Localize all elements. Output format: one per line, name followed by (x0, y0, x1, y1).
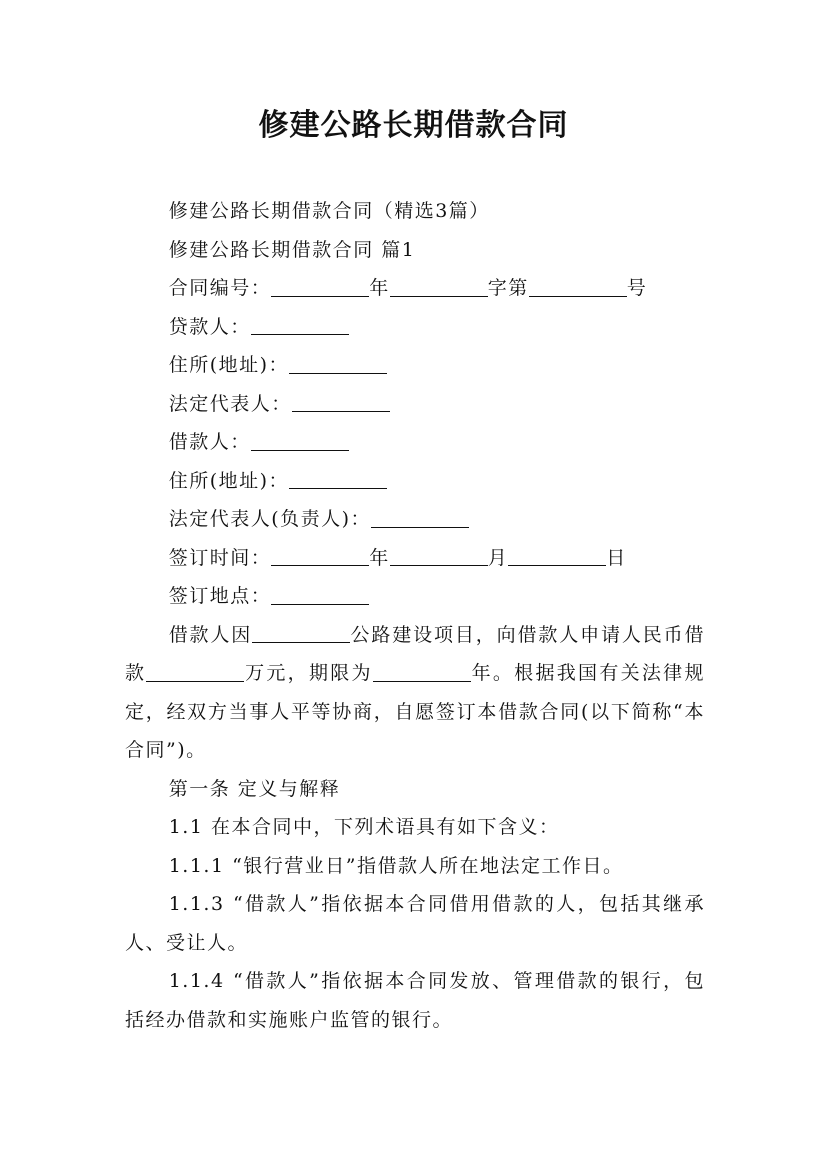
signing-date-line (125, 539, 705, 578)
signing-place-label: 签订地点： (168, 585, 272, 607)
signing-day-blank (508, 546, 606, 566)
document-title: 修建公路长期借款合同 (258, 108, 569, 143)
borrower-legal-rep-label: 法定代表人(负责人)： (168, 508, 372, 530)
lender-label: 贷款人： (168, 315, 251, 338)
lender-address-blank (289, 354, 387, 374)
borrower-label: 借款人： (168, 431, 251, 453)
signing-year-blank (271, 546, 369, 566)
borrower-legal-rep-line (125, 500, 705, 539)
document-body (125, 192, 705, 1039)
amount-blank (146, 662, 244, 682)
borrower-address-label: 住所(地址)： (168, 469, 290, 492)
signing-date-label: 签订时间： (168, 546, 272, 569)
contract-number-blank (529, 277, 627, 297)
signing-place-line (125, 577, 705, 616)
clause-1-1-1: 1.1.1 “银行营业日”指借款人所在地法定工作日。 (168, 854, 624, 877)
term-blank (373, 662, 471, 682)
clause-1-1-4: 1.1.4 “借款人”指依据本合同发放、管理借款的银行，包括经办借款和实施账户监管的银行。 (125, 970, 705, 1031)
contract-zidi-label: 字第 (487, 277, 529, 299)
signing-month-blank (390, 546, 488, 566)
project-blank (252, 623, 350, 643)
lender-legal-rep-line (125, 385, 705, 424)
contract-hao-label: 号 (626, 277, 648, 299)
lender-blank (251, 315, 349, 335)
intro-part-3: 万元，期限为 (244, 662, 373, 684)
contract-number-label: 合同编号： (168, 277, 272, 299)
clause-1-1: 1.1 在本合同中，下列术语具有如下含义： (168, 816, 560, 838)
signing-day-label: 日 (606, 546, 627, 569)
lender-address-line (125, 346, 705, 385)
lender-legal-rep-blank (292, 392, 390, 412)
contract-zi-blank (390, 277, 488, 297)
contract-number-line (125, 269, 705, 308)
contract-year-label: 年 (369, 277, 390, 299)
lender-legal-rep-label: 法定代表人： (168, 392, 292, 415)
signing-month-label: 月 (487, 546, 509, 569)
lender-address-label: 住所(地址)： (168, 354, 290, 376)
intro-part-4: 年。根据我国有关法律规定，经双方当事人平等协商，自愿签订本借款合同(以下简称“本合同”)。 (125, 662, 705, 761)
intro-paragraph (125, 616, 705, 770)
borrower-address-blank (289, 469, 387, 489)
intro-part-1: 借款人因 (168, 623, 253, 646)
contract-year-blank (271, 277, 369, 297)
subtitle-line: 修建公路长期借款合同（精选3篇） (168, 200, 490, 222)
signing-year-label: 年 (369, 546, 390, 569)
borrower-address-line (125, 462, 705, 501)
intro-part-2: 公路建设项目，向借款人申请人民币借款 (125, 623, 705, 684)
clause-1-1-3: 1.1.3 “借款人”指依据本合同借用借款的人，包括其继承人、受让人。 (125, 893, 705, 954)
borrower-legal-rep-blank (371, 508, 469, 528)
article-1-heading: 第一条 定义与解释 (168, 777, 341, 800)
signing-place-blank (271, 585, 369, 605)
borrower-blank (251, 431, 349, 451)
borrower-line (125, 423, 705, 462)
lender-line (125, 308, 705, 347)
part-heading: 修建公路长期借款合同 篇1 (168, 238, 416, 261)
